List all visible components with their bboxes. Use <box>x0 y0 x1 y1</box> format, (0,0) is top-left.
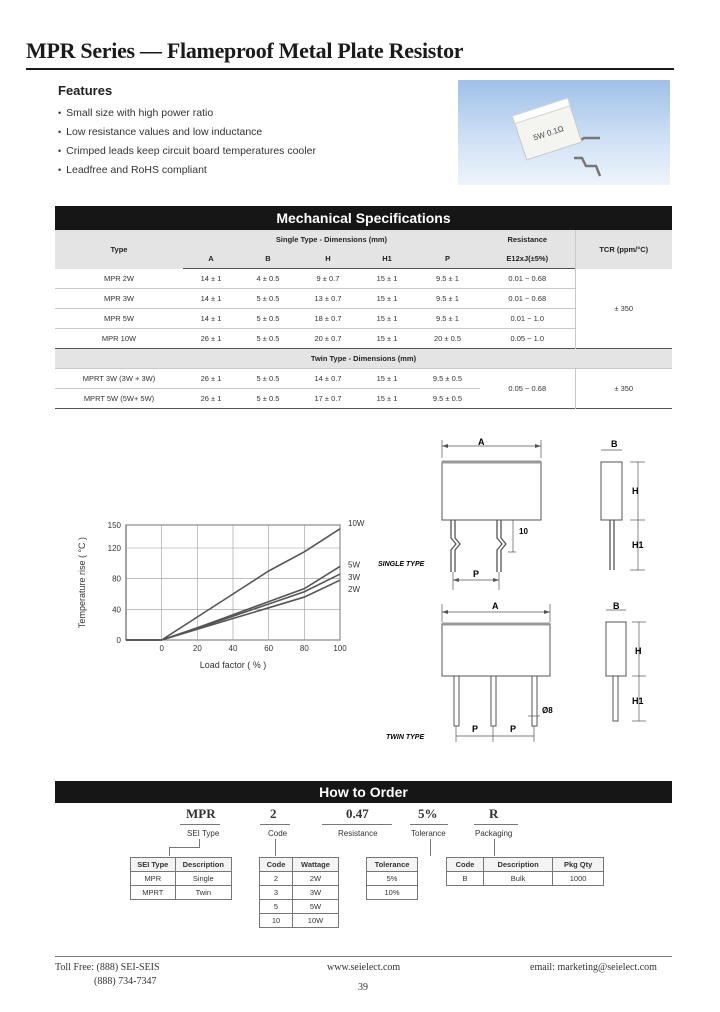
packaging-table <box>446 857 604 886</box>
cell-h: 9 ± 0.7 <box>316 274 340 283</box>
col-resistance: Resistance <box>507 235 548 244</box>
caption-packaging: Packaging <box>475 829 513 838</box>
series-label-10w: 10W <box>348 518 365 528</box>
cell-b: 5 ± 0.5 <box>239 329 297 349</box>
cell: 10 <box>260 914 293 928</box>
cell-tcr-single: ± 350 <box>575 269 672 349</box>
order-code-packaging: R <box>489 806 499 821</box>
table-row <box>55 269 672 289</box>
feature-item: • Crimped leads keep circuit board temperatures cooler <box>58 143 316 162</box>
th-tolerance: Tolerance <box>367 858 418 872</box>
table-row <box>260 886 339 900</box>
twin-dim-p2-label: P <box>510 724 517 734</box>
page-number: 39 <box>358 982 368 993</box>
cell-a: 26 ± 1 <box>183 389 239 409</box>
table-row <box>131 872 232 886</box>
twin-dim-h-label: H <box>635 646 642 656</box>
caption-code: Code <box>268 829 288 838</box>
cell-type: MPR 2W <box>104 273 134 283</box>
cell-b: 5 ± 0.5 <box>239 309 297 329</box>
twin-dim-a-label: A <box>492 601 499 611</box>
th-description: Description <box>175 858 231 872</box>
cell-type: MPR 10W <box>55 329 183 349</box>
cell-p: 9.5 ± 1 <box>415 289 480 309</box>
cell-type: MPR 5W <box>55 309 183 329</box>
page-title: MPR Series — Flameproof Metal Plate Resistor <box>26 38 464 63</box>
footer-email[interactable]: email: marketing@seielect.com <box>530 962 657 973</box>
th-pkg-qty: Pkg Qty <box>553 858 604 872</box>
th-code: Code <box>260 858 293 872</box>
cell: 1000 <box>553 872 604 886</box>
cell-res: 0.01 ~ 1.0 <box>480 309 575 329</box>
table-row <box>367 872 418 886</box>
x-tick-label: 100 <box>333 644 347 653</box>
product-photo <box>458 80 670 185</box>
cell-type: MPRT 3W (3W + 3W) <box>55 369 183 389</box>
x-tick-label: 60 <box>264 644 274 653</box>
cell-a: 14 ± 1 <box>200 274 222 283</box>
cell-p: 9.5 ± 1 <box>415 309 480 329</box>
y-tick-label: 120 <box>107 544 121 553</box>
cell: 3 <box>260 886 293 900</box>
mechanical-spec-title: Mechanical Specifications <box>55 206 672 230</box>
table-row <box>260 914 339 928</box>
cell: Twin <box>175 886 231 900</box>
col-a: A <box>183 249 239 269</box>
caption-tolerance: Tolerance <box>411 829 446 838</box>
order-code-tolerance: 5% <box>418 806 438 821</box>
cell-h1: 15 ± 1 <box>376 274 398 283</box>
order-code-code: 2 <box>270 806 277 821</box>
cell-res: 0.01 ~ 0.68 <box>508 274 547 283</box>
features-list <box>58 105 316 181</box>
dim-a-label: A <box>478 437 485 447</box>
cell-p: 9.5 ± 1 <box>436 274 459 283</box>
dim-h-label: H <box>632 486 639 496</box>
features-heading: Features <box>58 83 113 98</box>
y-tick-label: 0 <box>116 636 121 645</box>
order-code-type: MPR <box>186 806 216 821</box>
cell: MPRT <box>131 886 176 900</box>
col-h: H <box>297 249 359 269</box>
cell-h1: 15 ± 1 <box>359 369 415 389</box>
dim-p-label: P <box>473 569 480 579</box>
cell: 5 <box>260 900 293 914</box>
cell-b: 5 ± 0.5 <box>239 289 297 309</box>
cell-b: 5 ± 0.5 <box>239 389 297 409</box>
chart-grid <box>126 525 340 640</box>
footer-phone: (888) 734-7347 <box>94 976 157 987</box>
cell: 2 <box>260 872 293 886</box>
table-row <box>55 369 672 389</box>
chart-xlabel: Load factor ( % ) <box>199 660 267 670</box>
table-row <box>260 872 339 886</box>
cell-b: 4 ± 0.5 <box>256 274 280 283</box>
single-type-diagram <box>370 432 670 592</box>
cell-h1: 15 ± 1 <box>359 289 415 309</box>
col-b: B <box>239 249 297 269</box>
col-single-dims: Single Type - Dimensions (mm) <box>275 235 388 244</box>
cell: Bulk <box>483 872 552 886</box>
cell: 5W <box>293 900 339 914</box>
twin-type-diagram <box>370 598 670 748</box>
twin-dim-d-label: Ø8 <box>542 706 553 715</box>
cell: 10% <box>367 886 418 900</box>
cell-p: 9.5 ± 0.5 <box>415 369 480 389</box>
cell: Single <box>175 872 231 886</box>
col-h1: H1 <box>359 249 415 269</box>
cell-a: 26 ± 1 <box>183 329 239 349</box>
twin-dim-h1-label: H1 <box>632 696 644 706</box>
footer-rule <box>55 956 672 957</box>
cell-type: MPRT 5W (5W+ 5W) <box>55 389 183 409</box>
cell-p: 20 ± 0.5 <box>415 329 480 349</box>
footer-website[interactable]: www.seielect.com <box>327 962 401 973</box>
cell-a: 26 ± 1 <box>183 369 239 389</box>
temperature-rise-chart <box>70 515 390 675</box>
title-rule <box>26 68 674 70</box>
twin-dim-p1-label: P <box>472 724 479 734</box>
cell-p: 9.5 ± 0.5 <box>415 389 480 409</box>
tolerance-table <box>366 857 418 900</box>
col-tcr: TCR (ppm/°C) <box>575 230 672 269</box>
cell-res: 0.01 ~ 0.68 <box>480 289 575 309</box>
cell-tcr-twin: ± 350 <box>575 369 672 409</box>
how-to-order-title: How to Order <box>55 781 672 803</box>
cell: 3W <box>293 886 339 900</box>
th-sei-type: SEI Type <box>131 858 176 872</box>
series-label-2w: 2W <box>348 585 360 595</box>
x-tick-label: 40 <box>228 644 238 653</box>
twin-header: Twin Type - Dimensions (mm) <box>55 349 672 369</box>
cell-h: 17 ± 0.7 <box>297 389 359 409</box>
cell-h1: 15 ± 1 <box>359 309 415 329</box>
th-wattage: Wattage <box>293 858 339 872</box>
cell-a: 14 ± 1 <box>183 309 239 329</box>
x-tick-label: 20 <box>192 644 202 653</box>
cell: MPR <box>131 872 176 886</box>
cell: B <box>447 872 484 886</box>
dim-b-label: B <box>611 439 618 449</box>
cell-h: 20 ± 0.7 <box>297 329 359 349</box>
col-p: P <box>415 249 480 269</box>
y-tick-label: 150 <box>107 521 121 530</box>
cell-h: 14 ± 0.7 <box>297 369 359 389</box>
y-tick-label: 80 <box>112 574 121 584</box>
code-wattage-table <box>259 857 339 928</box>
th-code: Code <box>447 858 484 872</box>
chart-ylabel: Temperature rise ( °C ) <box>77 536 87 629</box>
dim-h1-label: H1 <box>632 540 644 550</box>
resistor-photo-art <box>458 80 670 185</box>
col-type: Type <box>110 244 128 254</box>
table-row <box>447 872 604 886</box>
cell-res-twin: 0.05 ~ 0.68 <box>480 369 575 409</box>
cell-b: 5 ± 0.5 <box>239 369 297 389</box>
twin-type-label: TWIN TYPE <box>386 734 425 741</box>
th-description: Description <box>483 858 552 872</box>
cell-h: 13 ± 0.7 <box>297 289 359 309</box>
feature-item: • Small size with high power ratio <box>58 105 316 124</box>
x-tick-label: 0 <box>159 644 164 653</box>
mechanical-spec-table <box>55 230 672 409</box>
feature-item: • Low resistance values and low inductance <box>58 124 316 143</box>
footer-toll-free: Toll Free: (888) SEI-SEIS <box>55 962 160 973</box>
table-row <box>367 886 418 900</box>
photo-marking: 5W 0.1Ω <box>532 124 565 143</box>
cell-type: MPR 3W <box>55 289 183 309</box>
col-e12: E12xJ(±5%) <box>480 249 575 269</box>
feature-item: • Leadfree and RoHS compliant <box>58 162 316 181</box>
cell-a: 14 ± 1 <box>183 289 239 309</box>
dim-10-label: 10 <box>519 527 528 536</box>
table-row <box>131 886 232 900</box>
y-tick-label: 40 <box>112 605 121 615</box>
caption-sei-type: SEI Type <box>187 829 220 838</box>
order-code-resistance: 0.47 <box>346 806 369 821</box>
table-row <box>260 900 339 914</box>
cell: 5% <box>367 872 418 886</box>
cell-res: 0.05 ~ 1.0 <box>480 329 575 349</box>
cell-h1: 15 ± 1 <box>359 329 415 349</box>
cell: 2W <box>293 872 339 886</box>
caption-resistance: Resistance <box>338 829 378 838</box>
cell-h1: 15 ± 1 <box>359 389 415 409</box>
series-label-3w: 3W <box>348 573 360 583</box>
cell-h: 18 ± 0.7 <box>297 309 359 329</box>
sei-type-table <box>130 857 232 900</box>
x-tick-label: 80 <box>299 644 309 653</box>
single-type-label: SINGLE TYPE <box>378 561 425 568</box>
series-label-5w: 5W <box>348 560 360 570</box>
cell: 10W <box>293 914 339 928</box>
twin-dim-b-label: B <box>613 601 620 611</box>
